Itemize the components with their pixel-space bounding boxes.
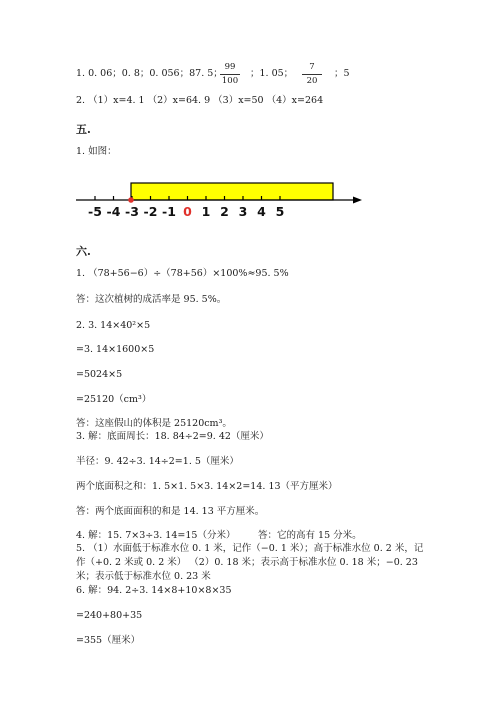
fraction-denominator: 100 bbox=[221, 76, 239, 86]
tick-label: -1 bbox=[162, 204, 176, 219]
solution-line: 米；表示低于标准水位 0. 23 米 bbox=[76, 571, 211, 582]
solution-line: 4. 解：15. 7×3÷3. 14=15（分米） bbox=[76, 530, 236, 541]
arrow-head-icon bbox=[353, 197, 362, 204]
tick-label: -4 bbox=[106, 204, 121, 219]
tick-label: 4 bbox=[257, 204, 266, 219]
section-5-item-1: 1. 如图： bbox=[76, 146, 117, 157]
solution-line: 答：两个底面面积的和是 14. 13 平方厘米。 bbox=[76, 506, 265, 517]
tick-label: 0 bbox=[183, 204, 192, 219]
tick-label: 3 bbox=[238, 204, 248, 219]
tick-label: -3 bbox=[125, 204, 139, 219]
solution-line: 两个底面积之和：1. 5×1. 5×3. 14×2=14. 13（平方厘米） bbox=[76, 481, 338, 492]
solution-line: 6. 解：94. 2÷3. 14×8+10×8×35 bbox=[76, 585, 232, 596]
solution-line: =25120（cm³） bbox=[76, 394, 152, 405]
tick-label: -5 bbox=[88, 204, 102, 219]
solution-line: 5. （1）水面低于标准水位 0. 1 米，记作（−0. 1 米）；高于标准水位 0. 2 米，记 bbox=[76, 543, 424, 554]
fraction-numerator: 99 bbox=[224, 62, 236, 72]
tick-label: 5 bbox=[275, 204, 285, 219]
answer-line-1a: 1. 0. 06；0. 8；0. 056；87. 5； bbox=[76, 68, 223, 79]
solution-line: 答：这座假山的体积是 25120cm³。 bbox=[76, 418, 232, 429]
solution-line: =5024×5 bbox=[76, 369, 123, 380]
solution-line: 作（+0. 2 米或 0. 2 米） （2）0. 18 米；表示高于标准水位 0. 18 米；−0. 23 bbox=[76, 557, 418, 568]
fraction-denominator: 20 bbox=[306, 76, 318, 86]
solution-line: =355（厘米） bbox=[76, 635, 141, 646]
answer-line-2: 2. （1）x=4. 1 （2）x=64. 9 （3）x=50 （4）x=264 bbox=[76, 95, 324, 106]
solution-line: 3. 解：底面周长：18. 84÷2=9. 42（厘米） bbox=[76, 431, 269, 442]
solution-line: 2. 3. 14×40²×5 bbox=[76, 320, 151, 331]
answer-line-1c: ；5 bbox=[334, 68, 350, 79]
highlight-region bbox=[131, 183, 333, 200]
start-point-marker bbox=[128, 197, 134, 203]
answer-line-1b: ；1. 05； bbox=[250, 68, 294, 79]
solution-line: 半径：9. 42÷3. 14÷2=1. 5（厘米） bbox=[76, 456, 239, 467]
tick-label: -2 bbox=[143, 204, 158, 219]
solution-line: =3. 14×1600×5 bbox=[76, 344, 155, 355]
tick-label: 2 bbox=[220, 204, 229, 219]
section-5-heading: 五. bbox=[76, 123, 91, 136]
section-6-heading: 六. bbox=[76, 245, 91, 258]
solution-line: 答：它的高有 15 分米。 bbox=[258, 530, 362, 541]
fraction-numerator: 7 bbox=[309, 62, 315, 72]
solution-line: =240+80+35 bbox=[76, 610, 143, 621]
tick-label: 1 bbox=[201, 204, 211, 219]
solution-line: 答：这次植树的成活率是 95. 5%。 bbox=[76, 294, 227, 305]
solution-line: 1. （78+56−6）÷（78+56）×100%≈95. 5% bbox=[76, 268, 289, 279]
